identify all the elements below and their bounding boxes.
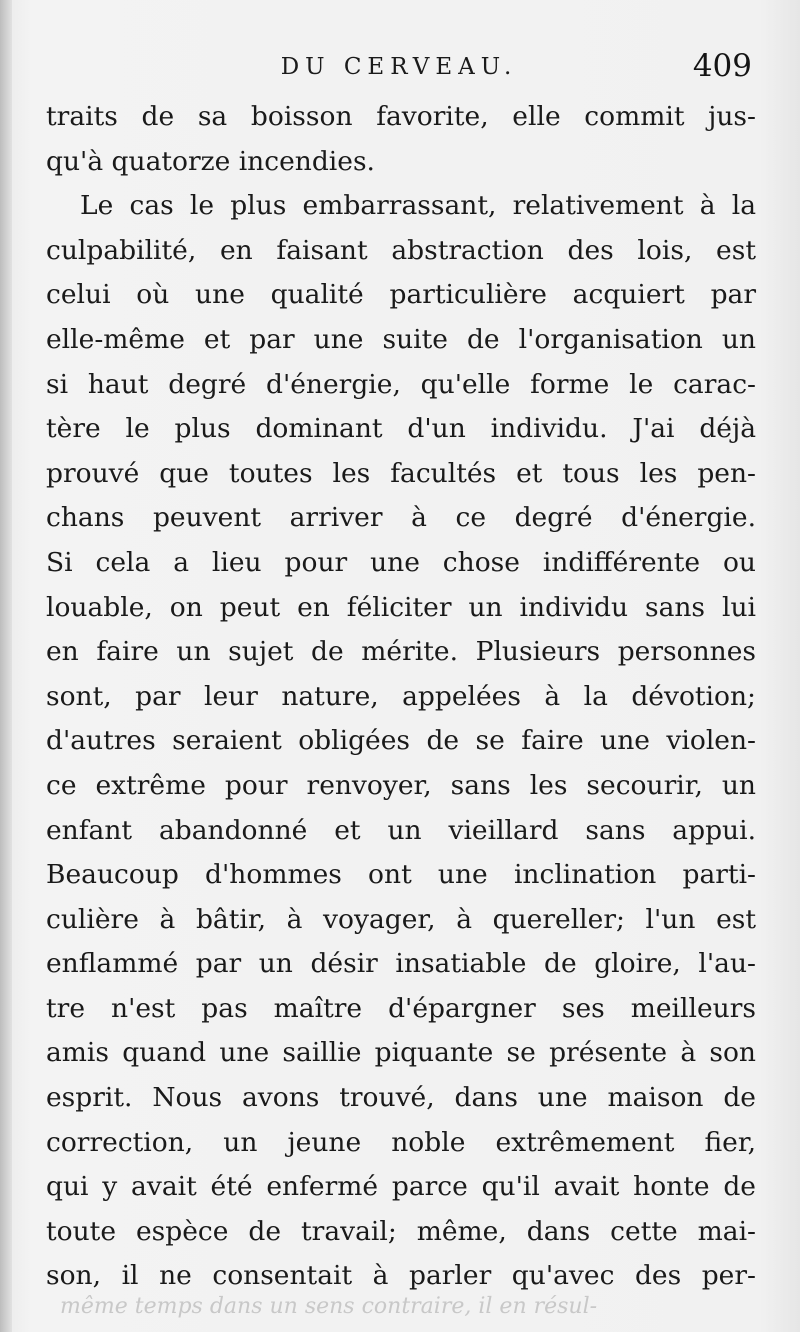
text-line: en faire un sujet de mérite. Plusieurs personnes [46, 636, 756, 668]
bleed-through-text: même temps dans un sens contraire, il en résul- [60, 1294, 598, 1319]
text-line: culpabilité, en faisant abstraction des lois, est [46, 234, 756, 266]
page-spine-shadow [0, 0, 12, 1332]
text-line: qu'à quatorze incendies. [46, 145, 375, 177]
text-line: Beaucoup d'hommes ont une inclination parti- [46, 859, 756, 891]
text-line: tère le plus dominant d'un individu. J'ai déjà [46, 413, 756, 445]
text-line: Si cela a lieu pour une chose indifférente ou [46, 546, 756, 578]
text-line: son, il ne consentait à parler qu'avec des per- [46, 1260, 756, 1292]
text-line: chans peuvent arriver à ce degré d'énergie. [46, 502, 756, 534]
running-head [46, 48, 752, 88]
body-text [46, 95, 756, 1299]
text-line: enflammé par un désir insatiable de gloire, l'au- [46, 948, 756, 980]
text-line: si haut degré d'énergie, qu'elle forme le carac- [46, 368, 756, 400]
text-line: sont, par leur nature, appelées à la dévotion; [46, 680, 756, 712]
text-line: louable, on peut en féliciter un individu sans lui [46, 591, 756, 623]
text-line: elle-même et par une suite de l'organisation un [46, 323, 756, 355]
page-number: 409 [692, 48, 752, 84]
text-line: correction, un jeune noble extrêmement fier, [46, 1126, 756, 1158]
text-line: prouvé que toutes les facultés et tous les pen- [46, 457, 756, 489]
text-line: traits de sa boisson favorite, elle commit jus- [46, 101, 756, 132]
text-line: culière à bâtir, à voyager, à quereller; l'un est [46, 903, 756, 935]
text-line: tre n'est pas maître d'épargner ses meilleurs [46, 992, 756, 1024]
text-line: toute espèce de travail; même, dans cette mai- [46, 1215, 756, 1247]
text-line: enfant abandonné et un vieillard sans appui. [46, 814, 756, 846]
text-line: amis quand une saillie piquante se présente à son [46, 1037, 756, 1069]
running-title: DU CERVEAU. [280, 54, 518, 80]
text-line: celui où une qualité particulière acquiert par [46, 279, 756, 311]
text-line: qui y avait été enfermé parce qu'il avait honte de [46, 1171, 756, 1203]
text-line: d'autres seraient obligées de se faire une violen- [46, 725, 756, 757]
text-line: ce extrême pour renvoyer, sans les secourir, un [46, 769, 756, 801]
text-line: esprit. Nous avons trouvé, dans une maison de [46, 1082, 756, 1114]
text-line: Le cas le plus embarrassant, relativement à la [80, 190, 756, 222]
